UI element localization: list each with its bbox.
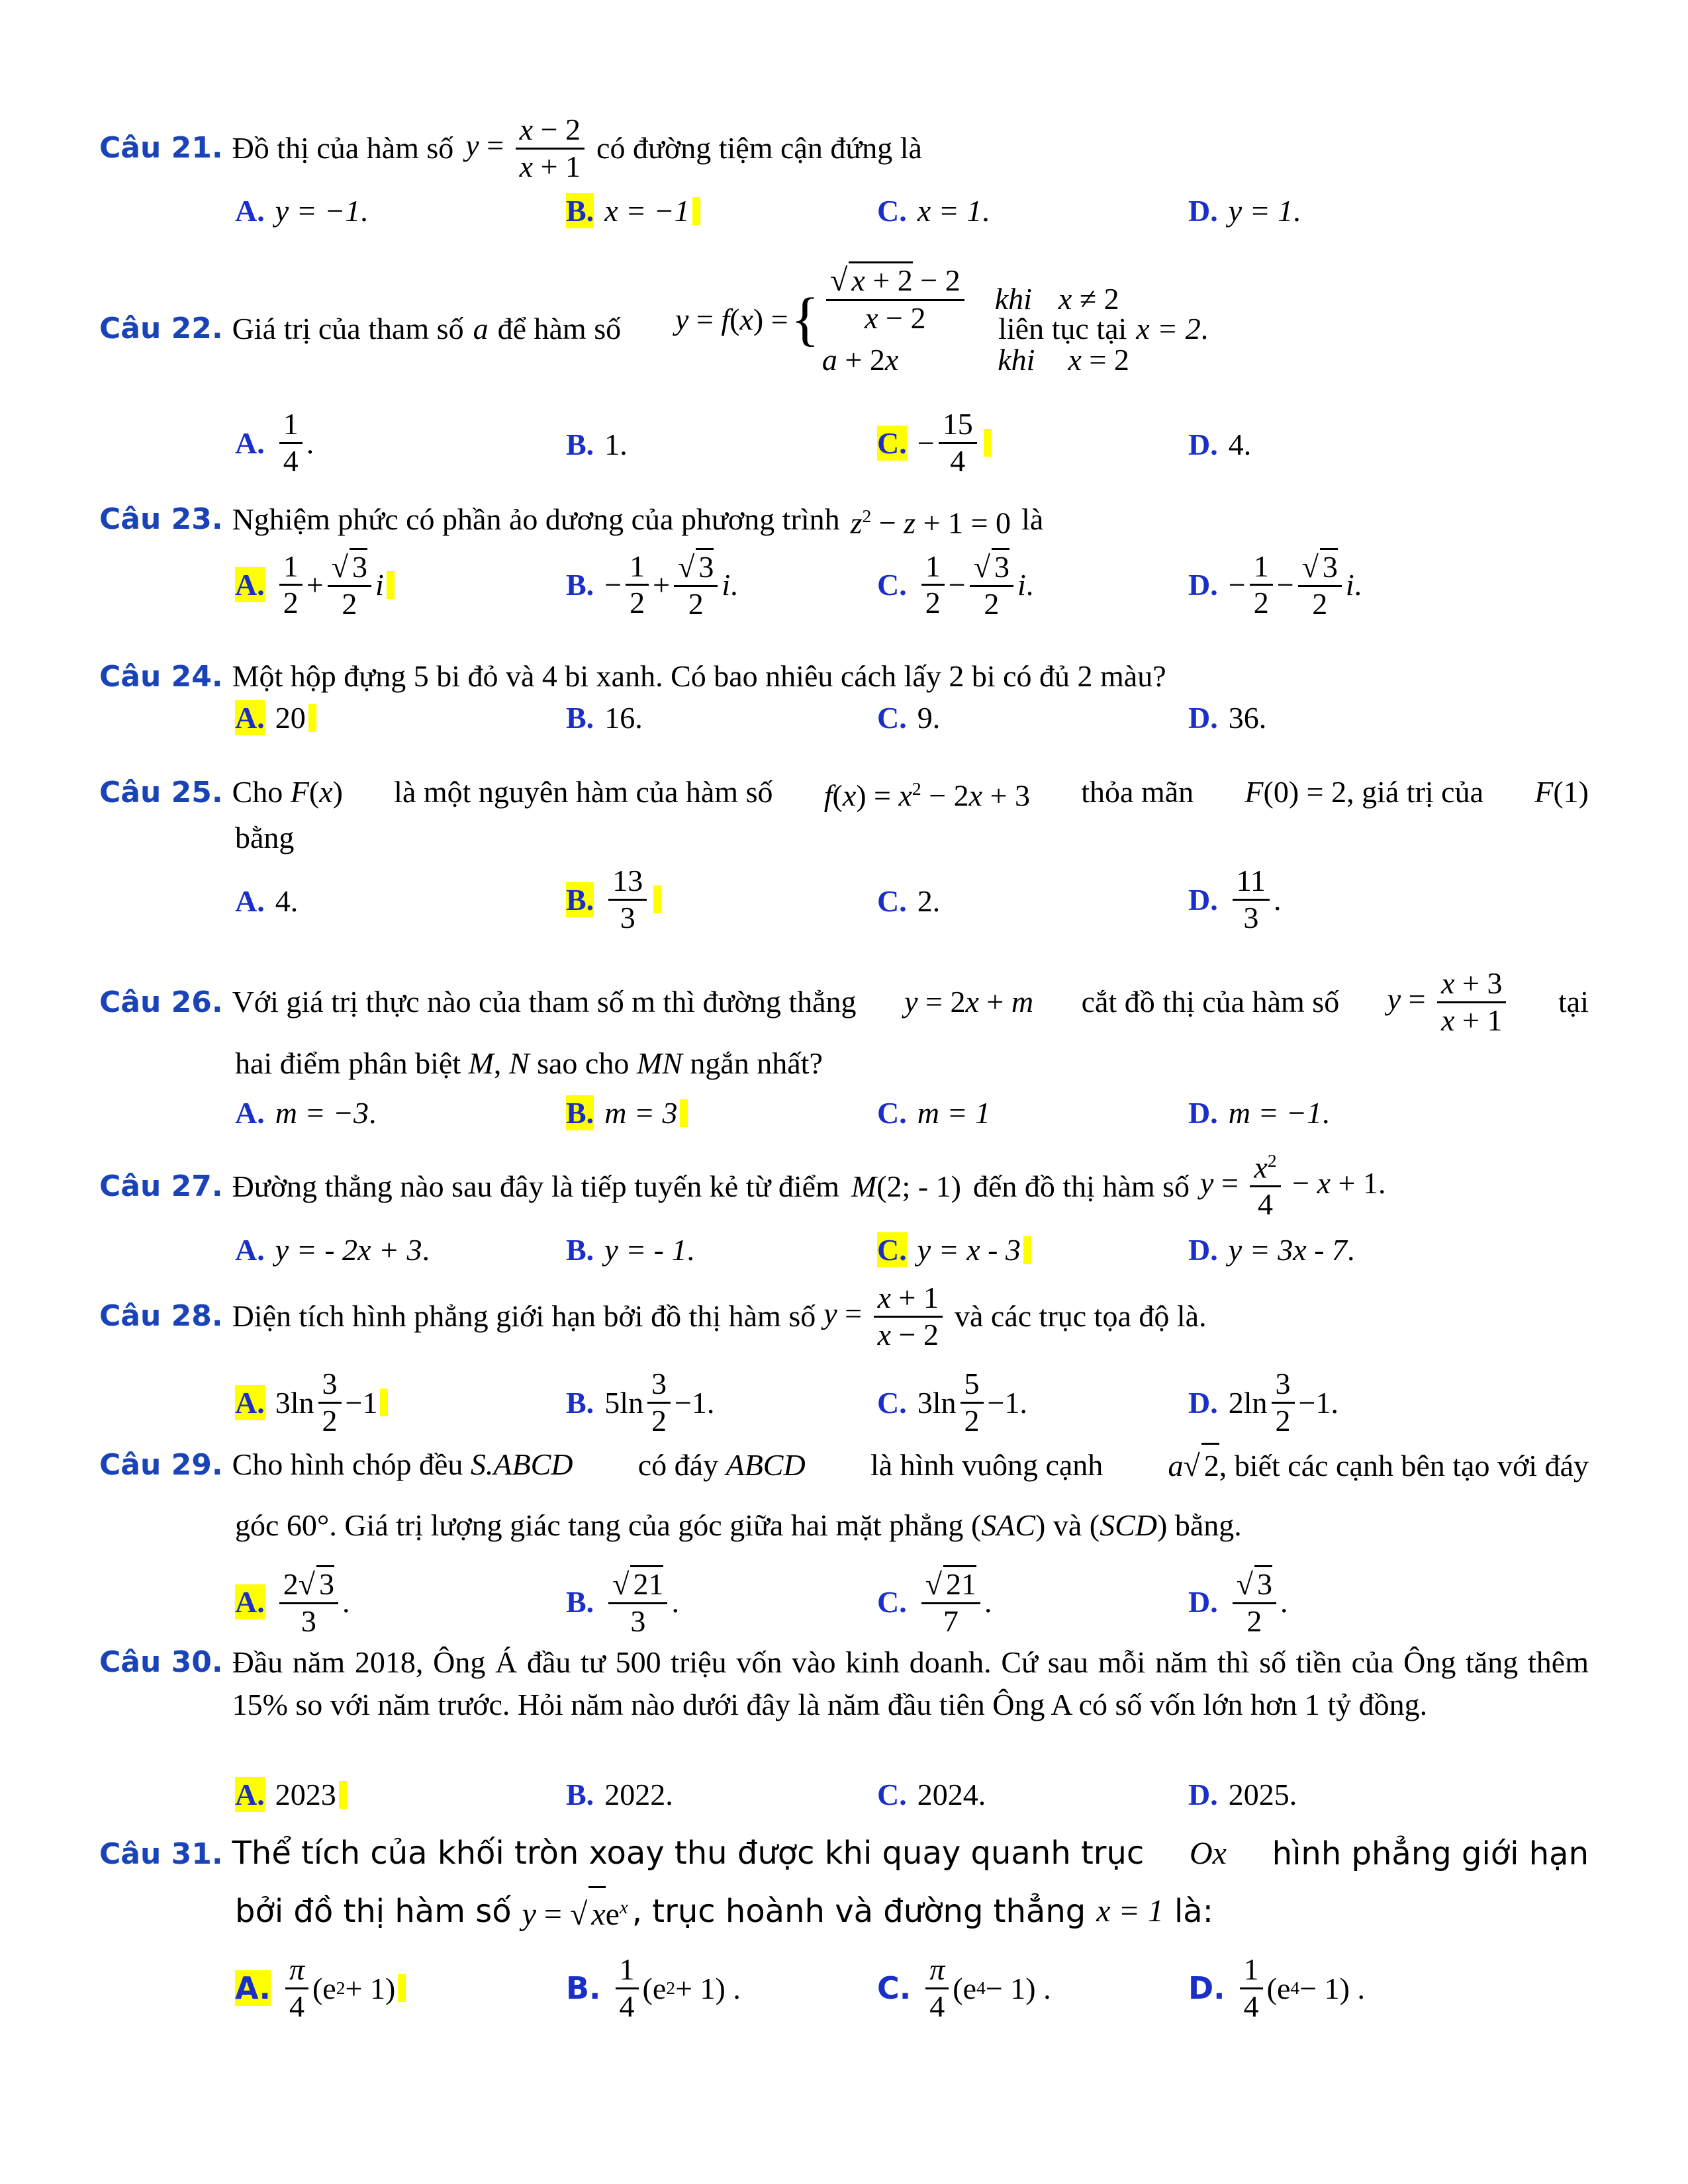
question-text: bởi đồ thị hàm số <box>235 1892 512 1930</box>
option-text: 1 <box>604 428 620 461</box>
question-label: Câu 21. <box>99 131 223 165</box>
question-22: Câu 22. Giá trị của tham số a để hàm số liên tục tại x = 2 . <box>99 308 1589 350</box>
option-text: 2024 <box>917 1778 978 1811</box>
question-text: để hàm số <box>497 312 622 345</box>
option-d[interactable]: D. y = 3x - 7 . <box>1188 1233 1355 1267</box>
option-d[interactable]: D. − $\frac{1}{2}$ − $\frac{√ 3}{2}$ i . <box>1188 549 1362 621</box>
option-d[interactable]: D. $\frac{1}{4}$ (e 4 − 1) . <box>1188 1952 1365 2023</box>
question-label: Câu 23. <box>99 502 223 537</box>
question-text: thỏa mãn <box>1081 775 1194 809</box>
question-27 <box>99 1150 1589 1222</box>
question-label: Câu 22. <box>99 312 223 345</box>
option-text: 2022 <box>604 1778 666 1811</box>
question-text: hai điểm phân biệt <box>235 1046 461 1080</box>
option-a[interactable]: A. 3ln $\frac{3}{2}$ −1 <box>235 1367 388 1439</box>
option-letter: A. <box>235 1778 265 1811</box>
question-text: Đầu năm 2018, Ông Á đầu tư 500 triệu vốn vào kinh doanh. Cứ sau mỗi năm thì số tiền của Ông tăng thêm 15% so với năm trước. Hỏi năm nào dưới đây là năm đầu tiên Ông A có số vốn lớn hơn 1 tỷ đồng. <box>232 1645 1589 1721</box>
question-24 <box>99 655 1589 698</box>
answer-highlight <box>653 886 661 913</box>
question-text: Cho hình chóp đều <box>232 1447 463 1481</box>
option-letter: A. <box>235 1233 265 1267</box>
option-text: y = 3x - 7 <box>1228 1233 1347 1267</box>
question-text: là <box>1021 502 1044 537</box>
option-letter: D. <box>1188 1385 1218 1420</box>
option-a[interactable]: A. y = −1 . <box>235 194 368 228</box>
option-b[interactable]: B. $\frac{13}{3}$ <box>566 864 661 936</box>
option-letter: D. <box>1188 428 1218 461</box>
option-text: x = −1 <box>604 194 690 228</box>
formula: y = 2x + m <box>904 985 1034 1019</box>
answer-highlight <box>398 1974 406 2002</box>
question-label: Câu 27. <box>99 1169 223 1203</box>
option-c[interactable]: C. $\frac{1}{2}$ − $\frac{√ 3}{2}$ i . <box>877 549 1034 621</box>
question-text: , biết các cạnh bên tạo với đáy <box>1219 1449 1589 1482</box>
question-text: liên tục tại <box>998 312 1127 345</box>
option-letter: A. <box>235 701 265 735</box>
option-c[interactable]: C. x = 1 . <box>877 194 990 228</box>
option-c[interactable]: C. 9 . <box>877 701 941 735</box>
option-letter: A. <box>235 1096 265 1130</box>
option-b[interactable]: B. 2022 . <box>566 1778 673 1811</box>
option-text: m = 3 <box>604 1096 678 1130</box>
option-d[interactable]: D. $\frac{11}{3}$ . <box>1188 864 1282 934</box>
option-b[interactable]: B. $\frac{√ 21}{3}$ . <box>566 1565 679 1639</box>
option-letter: B. <box>566 568 594 602</box>
option-c[interactable] <box>877 1095 990 1130</box>
option-c[interactable]: C. $\frac{√ 21}{7}$ . <box>877 1565 992 1639</box>
option-b[interactable] <box>566 1095 688 1130</box>
option-c[interactable]: C. 2 . <box>877 884 941 918</box>
option-c[interactable]: C. 2024 . <box>877 1778 986 1811</box>
option-letter: D. <box>1188 1096 1218 1130</box>
question-text: hình phẳng giới hạn <box>1272 1835 1589 1872</box>
option-text: 2025 <box>1228 1778 1289 1811</box>
option-a[interactable] <box>235 1777 347 1812</box>
question-text: Diện tích hình phẳng giới hạn bởi đồ thị hàm số <box>232 1299 816 1334</box>
option-d[interactable]: D. m = −1 . <box>1188 1096 1330 1130</box>
option-a[interactable]: A. $\frac{2√ 3}{3}$ . <box>235 1565 350 1639</box>
option-text: 2023 <box>275 1778 336 1811</box>
option-letter: C. <box>877 1585 907 1619</box>
question-text: Với giá trị thực nào của tham số m thì đường thẳng <box>232 984 857 1019</box>
option-letter: A. <box>235 426 265 460</box>
option-letter: B. <box>566 1233 594 1267</box>
answer-highlight <box>308 704 316 732</box>
option-a[interactable]: A. m = −3 . <box>235 1096 377 1130</box>
answer-highlight <box>339 1781 347 1809</box>
option-letter: D. <box>1188 701 1218 735</box>
question-text: đến đồ thị hàm số <box>972 1169 1190 1203</box>
option-letter: B. <box>566 1585 594 1619</box>
option-text: x = 1 <box>917 194 982 228</box>
option-text: 9 <box>917 701 933 735</box>
option-letter: B. <box>566 1778 594 1811</box>
option-d[interactable]: D. 36 . <box>1188 701 1267 735</box>
formula: $z^2 - z + 1 = 0$ <box>850 506 1011 540</box>
option-letter: D. <box>1188 1233 1218 1267</box>
option-letter: C. <box>877 1233 907 1267</box>
option-letter: C. <box>877 1970 912 2007</box>
option-letter: B. <box>566 1096 594 1130</box>
answer-highlight <box>680 1099 688 1127</box>
option-a[interactable]: A. $\frac{1}{4}$ . <box>235 407 314 478</box>
question-text: và <box>1053 1508 1082 1542</box>
option-c[interactable]: C. − $\frac{15}{4}$ <box>877 407 992 479</box>
option-letter: C. <box>877 1778 907 1811</box>
question-text: cắt đồ thị của hàm số <box>1081 985 1340 1019</box>
option-b[interactable]: B. y = - 1 . <box>566 1233 694 1267</box>
question-text: và các trục tọa độ là. <box>955 1299 1207 1334</box>
option-b[interactable]: B. − $\frac{1}{2}$ + $\frac{√ 3}{2}$ i . <box>566 549 738 621</box>
question-label: Câu 31. <box>99 1837 223 1871</box>
question-text: ngắn nhất? <box>690 1046 823 1080</box>
question-text: Giá trị của tham số <box>232 312 464 345</box>
option-c[interactable] <box>877 1232 1031 1267</box>
option-letter: D. <box>1188 1585 1218 1619</box>
option-text: y = −1 <box>275 194 361 228</box>
piecewise-function: y = f(x) = { $\frac{√ x + 2 - 2}{x - 2}$ khi x ≠ 2 a + 2x khi x = 2 <box>675 263 1129 377</box>
option-letter: A. <box>235 1585 265 1619</box>
question-31: Câu 31. Thể tích của khối tròn xoay thu được khi quay quanh trục Ox hình phẳng giới hạn bởi đồ thị hàm số y = √ $xe^x$ , trục hoành và đường thẳng x = 1 là: <box>99 1827 1589 1941</box>
option-letter: C. <box>877 1096 907 1130</box>
answer-highlight <box>1023 1236 1031 1264</box>
option-letter: C. <box>877 884 907 918</box>
question-label: Câu 25. <box>99 775 223 809</box>
formula: y = $\frac{x - 2}{x + 1}$ <box>465 113 588 185</box>
option-d[interactable]: D. y = 1 . <box>1188 194 1301 228</box>
answer-highlight <box>387 571 395 599</box>
option-b[interactable]: B. $\frac{1}{4}$ (e 2 + 1) . <box>566 1952 741 2023</box>
question-30 <box>99 1641 1589 1726</box>
question-text: Nghiệm phức có phần ảo dương của phương trình <box>232 502 840 537</box>
option-c[interactable]: C. $\frac{\pi}{4}$ (e 4 − 1) . <box>877 1952 1051 2023</box>
question-label: Câu 28. <box>99 1299 223 1334</box>
question-label: Câu 29. <box>99 1448 223 1482</box>
question-text: bằng <box>235 821 295 855</box>
option-b[interactable]: B. 5ln $\frac{3}{2}$ −1. <box>566 1367 715 1437</box>
option-a[interactable]: A. $\frac{1}{2}$ + $\frac{√ 3}{2}$ i <box>235 548 395 622</box>
option-letter: D. <box>1188 1970 1225 2007</box>
option-text: 2 <box>917 884 933 918</box>
option-a[interactable]: A. 4 . <box>235 884 299 918</box>
option-b[interactable] <box>566 193 700 228</box>
question-text: có đáy <box>637 1447 719 1482</box>
question-29: Câu 29. Cho hình chóp đều S.ABCD có đáy ABCD là hình vuông cạnh a√ 2, biết các cạnh bên tạo với đáy góc 60°. Giá trị lượng giác tang của góc giữa hai mặt phẳng (SAC) và (SCD) bằng. <box>99 1443 1589 1547</box>
question-text: Một hộp đựng 5 bi đỏ và 4 bi xanh. Có bao nhiêu cách lấy 2 bi có đủ 2 màu? <box>232 659 1166 693</box>
question-label: Câu 24. <box>99 660 223 694</box>
question-text: Cho <box>232 774 283 809</box>
question-text: là: <box>1174 1892 1213 1930</box>
option-text: y = 1 <box>1228 194 1293 228</box>
option-letter: C. <box>877 701 907 735</box>
answer-highlight <box>984 429 992 457</box>
question-text: là hình vuông cạnh <box>870 1447 1103 1482</box>
option-letter: A. <box>235 194 265 228</box>
question-label: Câu 30. <box>99 1645 223 1679</box>
question-26: Câu 26. Với giá trị thực nào của tham số m thì đường thẳng y = 2x + m cắt đồ thị của hàm số y = $\frac{x + 3}{x + 1}$ tại hai điểm phân biệt M, N sao cho MN ngắn nhất? <box>99 966 1589 1080</box>
option-letter: C. <box>877 1385 907 1420</box>
option-text: m = 1 <box>917 1096 990 1130</box>
option-c[interactable]: C. 3ln $\frac{5}{2}$ −1. <box>877 1367 1027 1437</box>
option-text: 36 <box>1228 701 1259 735</box>
option-letter: A. <box>235 568 265 602</box>
question-label: Câu 26. <box>99 985 223 1019</box>
option-text: y = x - 3 <box>917 1233 1021 1267</box>
option-d[interactable]: D. 2ln $\frac{3}{2}$ −1. <box>1188 1367 1338 1437</box>
option-d[interactable]: D. 2025 . <box>1188 1778 1297 1811</box>
formula: y = $\frac{x + 3}{x + 1}$ <box>1387 966 1511 1038</box>
formula: $f(x) = x^2 - 2x + 3$ <box>823 778 1031 813</box>
answer-highlight <box>692 197 700 225</box>
question-25: Câu 25. Cho F(x) là một nguyên hàm của hàm số $f(x) = x^2 - 2x + 3$ thỏa mãn F(0) = 2, giá trị của F(1) bằng <box>99 768 1589 859</box>
option-letter: D. <box>1188 882 1218 917</box>
option-letter: B. <box>566 882 594 917</box>
option-letter: B. <box>566 194 594 228</box>
question-text: sao cho <box>537 1046 630 1080</box>
question-text: bằng. <box>1174 1508 1242 1542</box>
question-text: tại <box>1558 985 1589 1019</box>
option-a[interactable] <box>235 700 316 735</box>
option-letter: C. <box>877 194 907 228</box>
option-text: 16 <box>604 701 635 735</box>
option-d[interactable]: D. 4 . <box>1188 428 1252 461</box>
question-text: là một nguyên hàm của hàm số <box>394 775 773 809</box>
option-letter: B. <box>566 1385 594 1420</box>
question-23 <box>99 495 1589 544</box>
question-21 <box>99 113 1589 185</box>
option-b[interactable]: B. 1 . <box>566 428 628 461</box>
option-letter: A. <box>235 884 265 918</box>
question-text: , giá trị của <box>1346 775 1484 809</box>
option-letter: B. <box>566 701 594 735</box>
question-text: Đồ thị của hàm số <box>232 131 454 165</box>
option-text: 4 <box>275 884 291 918</box>
option-a[interactable]: A. $\frac{\pi}{4}$ (e 2 + 1) <box>235 1952 406 2025</box>
option-text: y = - 1 <box>604 1233 687 1267</box>
option-d[interactable]: D. $\frac{√ 3}{2}$ . <box>1188 1565 1288 1639</box>
option-letter: B. <box>566 1970 601 2007</box>
question-text: góc 60°. Giá trị lượng giác tang của góc giữa hai mặt phẳng <box>235 1508 964 1542</box>
option-text: y = - 2x + 3 <box>275 1233 422 1267</box>
option-text: 20 <box>275 701 306 735</box>
formula: y = √ $xe^x$ <box>522 1881 628 1941</box>
option-a[interactable]: A. y = - 2x + 3 . <box>235 1233 430 1267</box>
option-letter: A. <box>235 1970 271 2007</box>
option-b[interactable]: B. 16 . <box>566 701 643 735</box>
option-text: 4 <box>1228 428 1244 461</box>
option-letter: D. <box>1188 194 1218 228</box>
question-text: Đường thẳng nào sau đây là tiếp tuyến kẻ từ điểm <box>232 1169 839 1203</box>
option-letter: B. <box>566 428 594 461</box>
question-text: có đường tiệm cận đứng là <box>596 131 922 165</box>
question-text: Thể tích của khối tròn xoay thu được khi quay quanh trục <box>232 1835 1145 1872</box>
option-letter: A. <box>235 1385 265 1420</box>
param: a <box>473 312 489 345</box>
formula: M(2; - 1) <box>851 1169 961 1203</box>
option-letter: D. <box>1188 1778 1218 1811</box>
question-28 <box>99 1281 1589 1353</box>
option-letter: C. <box>877 568 907 602</box>
formula: x = 2 <box>1136 312 1201 345</box>
formula: y = $\frac{x + 1}{x - 2}$ <box>823 1281 947 1353</box>
option-text: m = −1 <box>1228 1096 1323 1130</box>
answer-highlight <box>380 1388 388 1416</box>
option-letter: D. <box>1188 568 1218 602</box>
question-text: , trục hoành và đường thẳng <box>632 1892 1086 1930</box>
option-text: m = −3 <box>275 1096 369 1130</box>
formula: y = $\frac{x^2}{4}$ − x + 1. <box>1200 1150 1386 1222</box>
option-letter: C. <box>877 426 907 460</box>
